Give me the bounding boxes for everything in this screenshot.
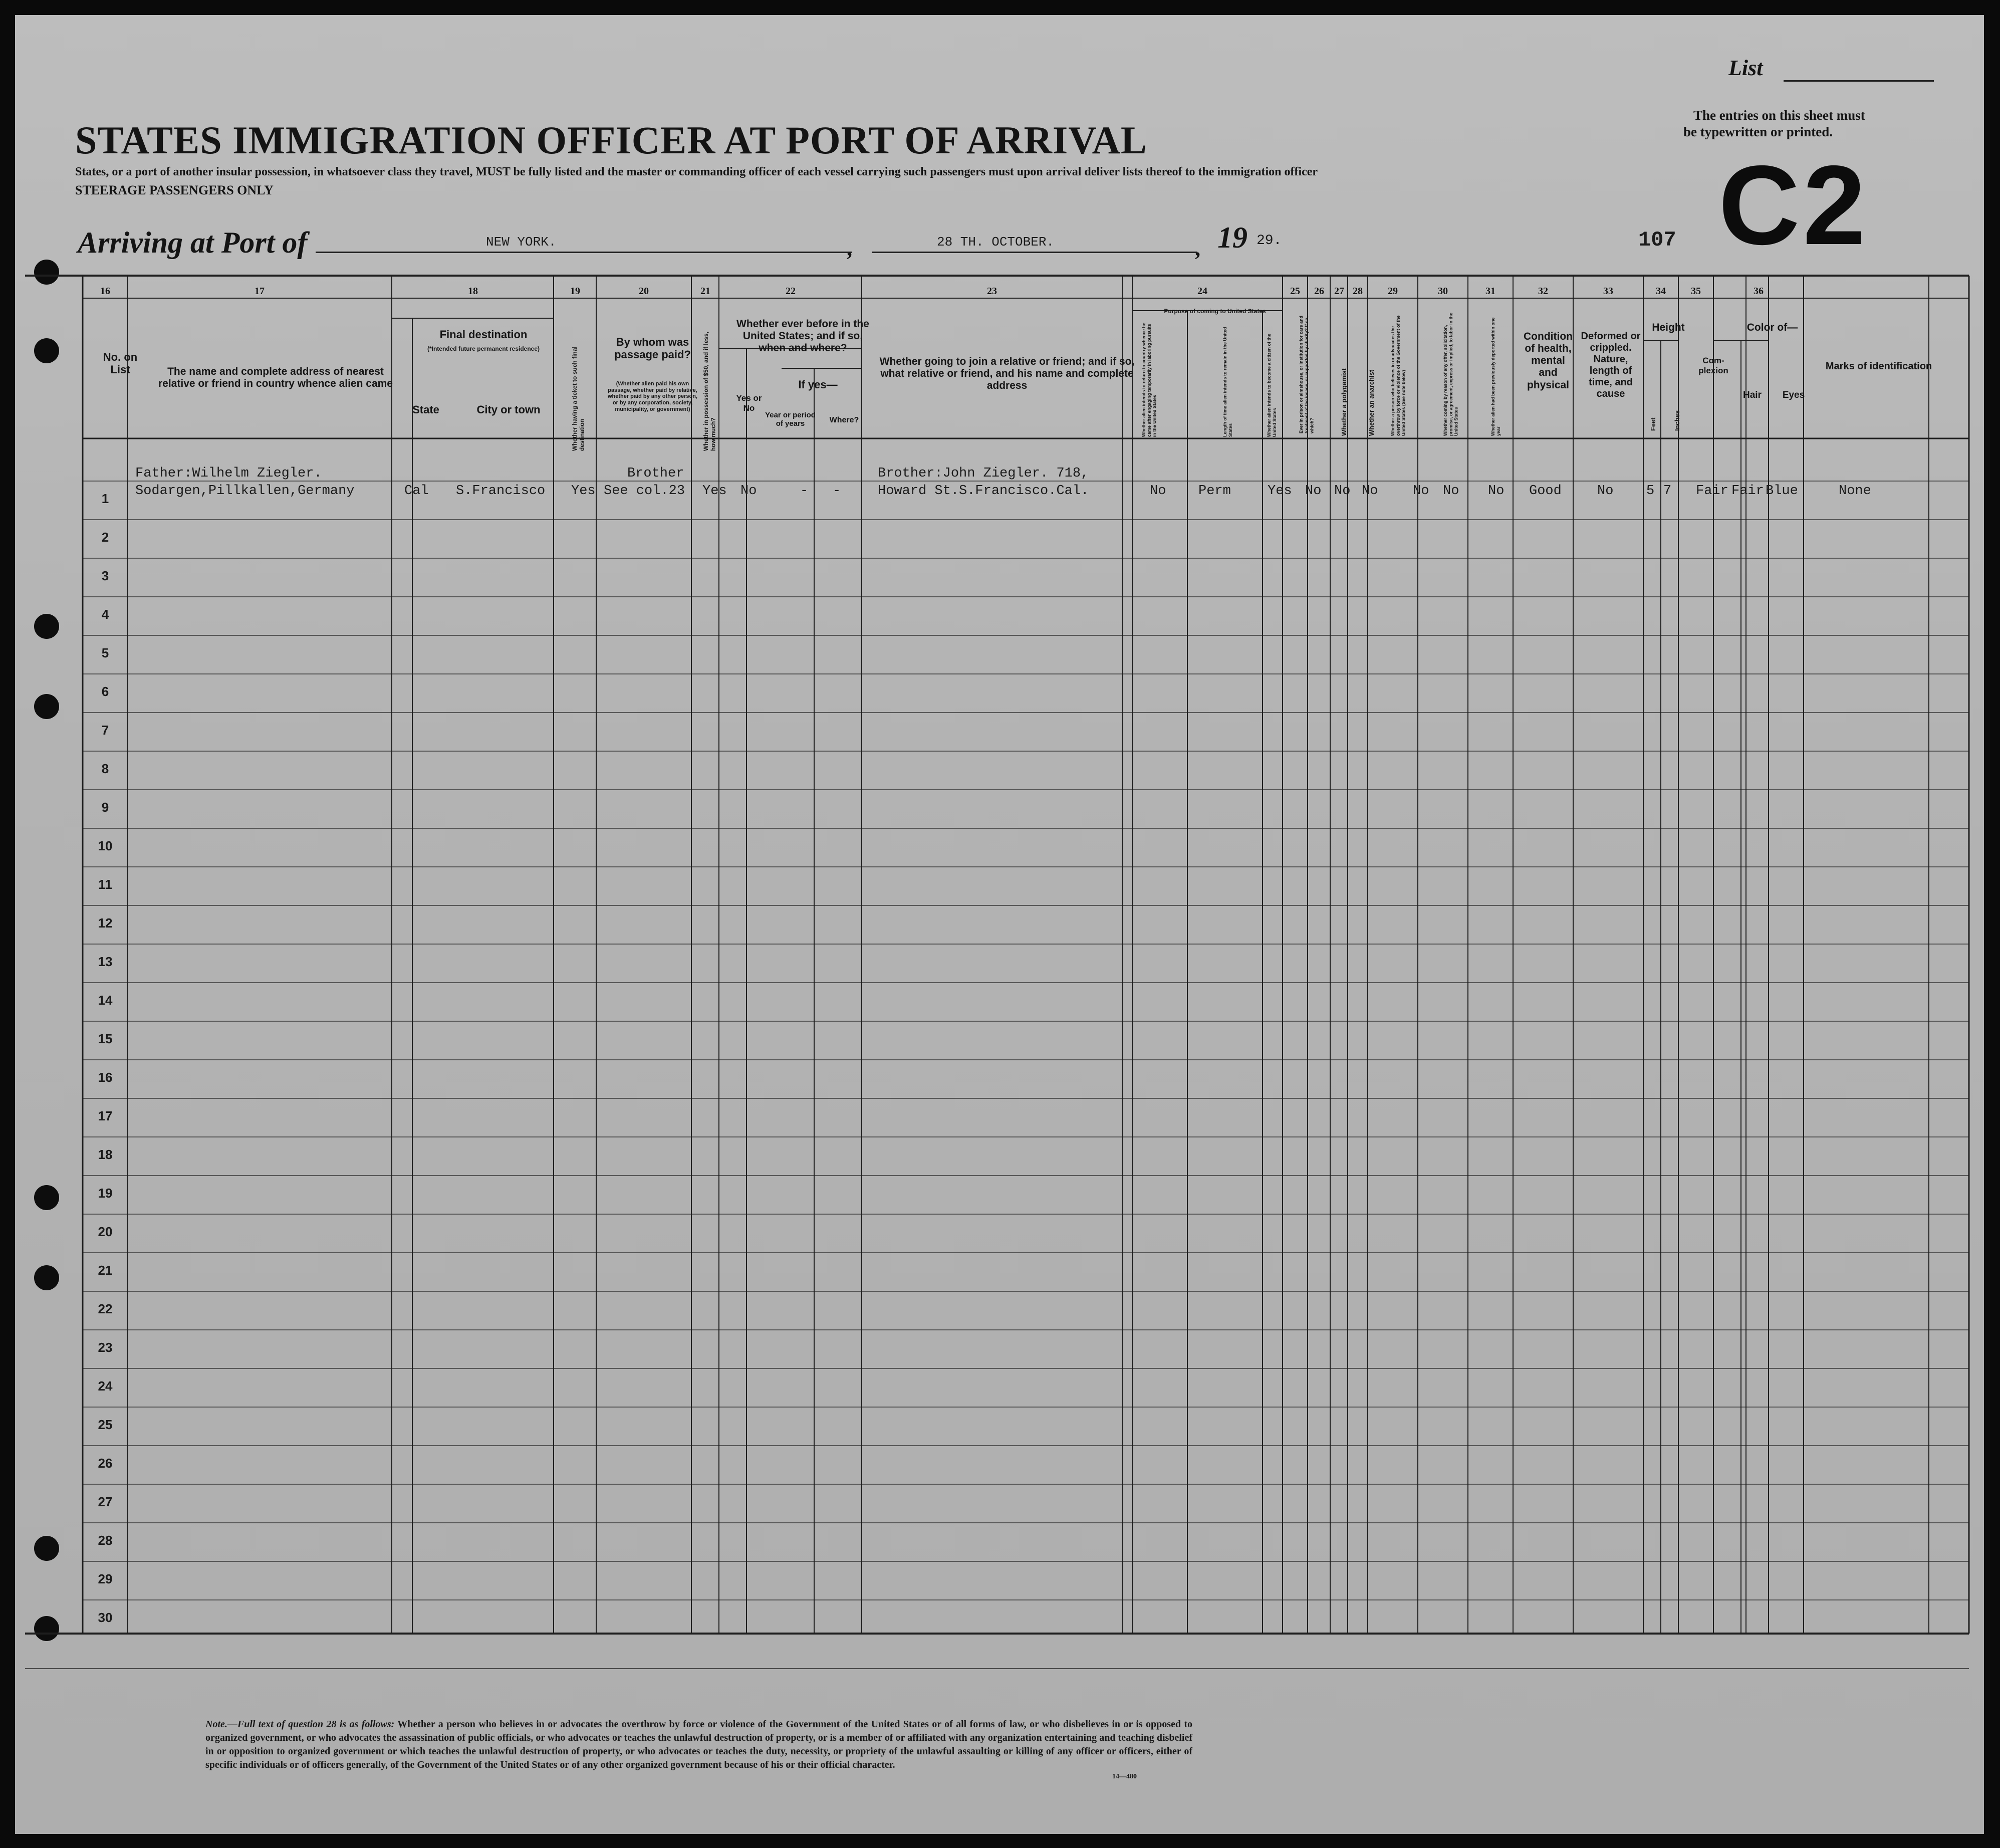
cell-feet: 5 bbox=[1646, 484, 1655, 499]
cell-hair: Fair bbox=[1731, 484, 1764, 499]
row-number: 28 bbox=[98, 1533, 113, 1548]
header-prison: Ever in prison or almshouse, or institution for care and treatment of the insane, or supported by charity? If so, which? bbox=[1299, 315, 1315, 433]
header-marks: Marks of identification bbox=[1825, 361, 1932, 372]
column-number: 22 bbox=[786, 286, 796, 297]
header-polygamist: Whether a polygamist bbox=[1340, 368, 1348, 436]
cell-paid-line1: Brother bbox=[627, 466, 684, 481]
header-joining: Whether going to join a relative or friend; and if so, what relative or friend, and his name and complete address bbox=[879, 356, 1135, 392]
column-number: 24 bbox=[1197, 286, 1207, 297]
port-of-arrival: NEW YORK. bbox=[486, 235, 557, 250]
row-number: 22 bbox=[98, 1301, 113, 1316]
cell-relative-line1: Father:Wilhelm Ziegler. bbox=[135, 466, 322, 481]
row-number: 1 bbox=[101, 491, 109, 506]
row-number: 10 bbox=[98, 838, 113, 853]
cell-q29: No bbox=[1443, 484, 1459, 499]
row-number: 29 bbox=[98, 1571, 113, 1586]
row-number: 3 bbox=[101, 568, 109, 583]
row-number: 27 bbox=[98, 1494, 113, 1509]
header-no-on-list: No. on List bbox=[103, 351, 138, 376]
column-number: 23 bbox=[987, 286, 997, 297]
header-purpose-return: Whether alien intends to return to country whence he came after engaging temporarily in laboring pursuits in the United States bbox=[1141, 322, 1157, 437]
cell-ticket: Yes bbox=[571, 484, 596, 499]
header-condition: Condition of health, mental and physical bbox=[1524, 331, 1573, 391]
row-number: 4 bbox=[101, 607, 109, 622]
row-number: 26 bbox=[98, 1456, 113, 1471]
header-final-destination-note: (*Intended future permanent residence) bbox=[427, 345, 540, 352]
header-purpose-length: Length of time alien intends to remain in the United States bbox=[1222, 327, 1233, 437]
header-height: Height bbox=[1652, 322, 1685, 333]
column-number: 31 bbox=[1485, 286, 1495, 297]
header-color-of: Color of— bbox=[1746, 322, 1798, 333]
entries-note-line1: The entries on this sheet must bbox=[1693, 108, 1865, 123]
cell-joining-line2: Howard St.S.Francisco.Cal. bbox=[878, 484, 1089, 499]
row-number: 17 bbox=[98, 1108, 113, 1123]
header-city: City or town bbox=[476, 403, 541, 416]
column-number: 34 bbox=[1656, 286, 1666, 297]
column-number: 18 bbox=[468, 286, 478, 297]
header-money: Whether in possession of $50, and if less, how much? bbox=[702, 331, 717, 451]
column-number: 35 bbox=[1691, 286, 1701, 297]
cell-polygamist: No bbox=[1334, 484, 1351, 499]
header-complexion: Com-plexion bbox=[1698, 356, 1728, 375]
cell-paid-line2: See col.23 bbox=[604, 484, 685, 499]
header-purpose-citizen: Whether alien intends to become a citizen of the United States bbox=[1267, 333, 1277, 437]
header-inches: Inches bbox=[1673, 410, 1681, 431]
cell-year-period: - bbox=[800, 484, 809, 499]
row-number: 2 bbox=[101, 530, 109, 545]
row-number: 15 bbox=[98, 1031, 113, 1046]
cell-q30: No bbox=[1488, 484, 1505, 499]
header-where: Where? bbox=[829, 416, 859, 424]
row-number: 8 bbox=[101, 761, 109, 776]
row-number: 21 bbox=[98, 1263, 113, 1278]
cell-state: Cal bbox=[404, 484, 429, 499]
manifest-sheet bbox=[15, 15, 1984, 1834]
column-number: 21 bbox=[700, 286, 710, 297]
row-number: 13 bbox=[98, 954, 113, 969]
year-prefix: 19 bbox=[1217, 221, 1247, 254]
year-suffix: 29. bbox=[1257, 233, 1282, 249]
cell-city: S.Francisco bbox=[456, 484, 546, 499]
header-state: State bbox=[412, 403, 439, 416]
cell-ever-before: No bbox=[740, 484, 757, 499]
header-ticket: Whether having a ticket to such final destination bbox=[571, 346, 586, 451]
row-number: 16 bbox=[98, 1070, 113, 1085]
entries-note-line2: be typewritten or printed. bbox=[1683, 124, 1833, 139]
row-number: 9 bbox=[101, 800, 109, 815]
header-final-destination: Final destination bbox=[439, 328, 528, 341]
header-if-yes: If yes— bbox=[798, 378, 838, 391]
column-number: 36 bbox=[1754, 286, 1764, 297]
row-number: 24 bbox=[98, 1378, 113, 1394]
footer-note-body: Whether a person who believes in or advocates the overthrow by force or violence of the Government of the United States or of all forms of law, or who disbelieves in or is opposed to organized government, or who advocates the assassination of public officials, or who advocates or teaches the unlawful destruction of property, or is a member of or affiliated with any organization entertaining and teaching disbelief in or opposition to organized government or which teaches the unlawful destruction of property, or who advocates or teaches the duty, necessity, or propriety of the unlawful assaulting or killing of any officer or officers, either of specific individuals or of officers generally, of the Government of the United States or of any other organized government because of his or their official character. bbox=[205, 1719, 1193, 1770]
form-number: 14—480 bbox=[1112, 1773, 1137, 1780]
page-number: 107 bbox=[1638, 228, 1676, 252]
header-relative-address: The name and complete address of nearest relative or friend in country whence alien came bbox=[158, 366, 393, 390]
cell-money: Yes bbox=[702, 484, 727, 499]
row-number: 12 bbox=[98, 915, 113, 931]
row-number: 23 bbox=[98, 1340, 113, 1355]
cell-health: Good bbox=[1529, 484, 1562, 499]
comma-2: , bbox=[1195, 236, 1200, 261]
page-title: STATES IMMIGRATION OFFICER AT PORT OF ARRIVAL bbox=[75, 118, 1147, 162]
header-q28: Whether a person who believes in or advocates the overthrow by force or violence of the Government of the United States (See note below) bbox=[1390, 315, 1406, 436]
column-number: 30 bbox=[1438, 286, 1448, 297]
row-number: 19 bbox=[98, 1186, 113, 1201]
row-number: 6 bbox=[101, 684, 109, 699]
header-passage-paid: By whom was passage paid? bbox=[614, 336, 691, 361]
cell-marks: None bbox=[1839, 484, 1871, 499]
instructions-text: States, or a port of another insular possession, in whatsoever class they travel, MUST be fully listed and the master or commanding officer of each vessel carrying such passengers must upon arrival deliver lists thereof to the immigration officer bbox=[75, 165, 1318, 178]
class-note: STEERAGE PASSENGERS ONLY bbox=[75, 183, 274, 197]
column-number: 32 bbox=[1538, 286, 1548, 297]
cell-eyes: Blue bbox=[1766, 484, 1798, 499]
column-number: 33 bbox=[1603, 286, 1613, 297]
cell-relative-line2: Sodargen,Pillkallen,Germany bbox=[135, 484, 355, 499]
header-feet: Feet bbox=[1649, 417, 1657, 431]
column-number: 16 bbox=[100, 286, 110, 297]
arriving-label: Arriving at Port of bbox=[78, 226, 308, 259]
list-label: List bbox=[1728, 56, 1763, 80]
column-number: 29 bbox=[1388, 286, 1398, 297]
column-number: 25 bbox=[1290, 286, 1300, 297]
column-number: 17 bbox=[255, 286, 265, 297]
column-number: 26 bbox=[1314, 286, 1324, 297]
header-eyes: Eyes bbox=[1782, 390, 1805, 400]
column-number: 28 bbox=[1353, 286, 1363, 297]
cell-where: - bbox=[833, 484, 841, 499]
cell-length-stay: Perm bbox=[1198, 484, 1231, 499]
cell-anarchist: No bbox=[1362, 484, 1378, 499]
footer-note-lead: Note.—Full text of question 28 is as follows: bbox=[205, 1719, 395, 1730]
header-year-period: Year or period of years bbox=[765, 411, 816, 428]
column-number: 20 bbox=[639, 286, 649, 297]
header-yes-no: Yes or No bbox=[736, 393, 762, 413]
cell-deformed: No bbox=[1597, 484, 1614, 499]
column-number: 19 bbox=[570, 286, 580, 297]
header-q29: Whether coming by reason of any offer, solicitation, promise, or agreement, express or implied, to labor in the United States bbox=[1443, 312, 1459, 436]
cell-q28: No bbox=[1413, 484, 1429, 499]
row-number: 30 bbox=[98, 1610, 113, 1625]
comma-1: , bbox=[847, 236, 852, 261]
header-q30: Whether alien had been previously deported within one year bbox=[1490, 317, 1501, 436]
column-number: 27 bbox=[1334, 286, 1344, 297]
row-number: 11 bbox=[98, 877, 112, 892]
row-number: 14 bbox=[98, 993, 113, 1008]
cell-citizen: Yes bbox=[1268, 484, 1292, 499]
cell-prison: No bbox=[1305, 484, 1322, 499]
footer-note bbox=[205, 1718, 1192, 1772]
header-ever-before: Whether ever before in the United States; and if so, when and where? bbox=[736, 318, 869, 354]
row-number: 25 bbox=[98, 1417, 113, 1432]
list-code-stamp: C2 bbox=[1718, 142, 1869, 268]
row-number: 7 bbox=[101, 723, 109, 738]
row-number: 20 bbox=[98, 1224, 113, 1239]
row-number: 18 bbox=[98, 1147, 113, 1162]
header-anarchist: Whether an anarchist bbox=[1368, 369, 1375, 436]
header-hair: Hair bbox=[1743, 390, 1762, 400]
cell-inches: 7 bbox=[1663, 484, 1672, 499]
arrival-date: 28 TH. OCTOBER. bbox=[937, 235, 1055, 250]
cell-return-country: No bbox=[1150, 484, 1166, 499]
header-deformed: Deformed or crippled. Nature, length of time, and cause bbox=[1581, 331, 1641, 399]
header-passage-note: (Whether alien paid his own passage, whether paid by relative, whether paid by any other person, or by any corporation, society, municipality, or government) bbox=[607, 381, 698, 412]
cell-joining-line1: Brother:John Ziegler. 718, bbox=[878, 466, 1089, 481]
header-purpose: Purpose of coming to United States bbox=[1164, 308, 1266, 315]
row-number: 5 bbox=[101, 645, 109, 660]
cell-complexion: Fair bbox=[1696, 484, 1728, 499]
